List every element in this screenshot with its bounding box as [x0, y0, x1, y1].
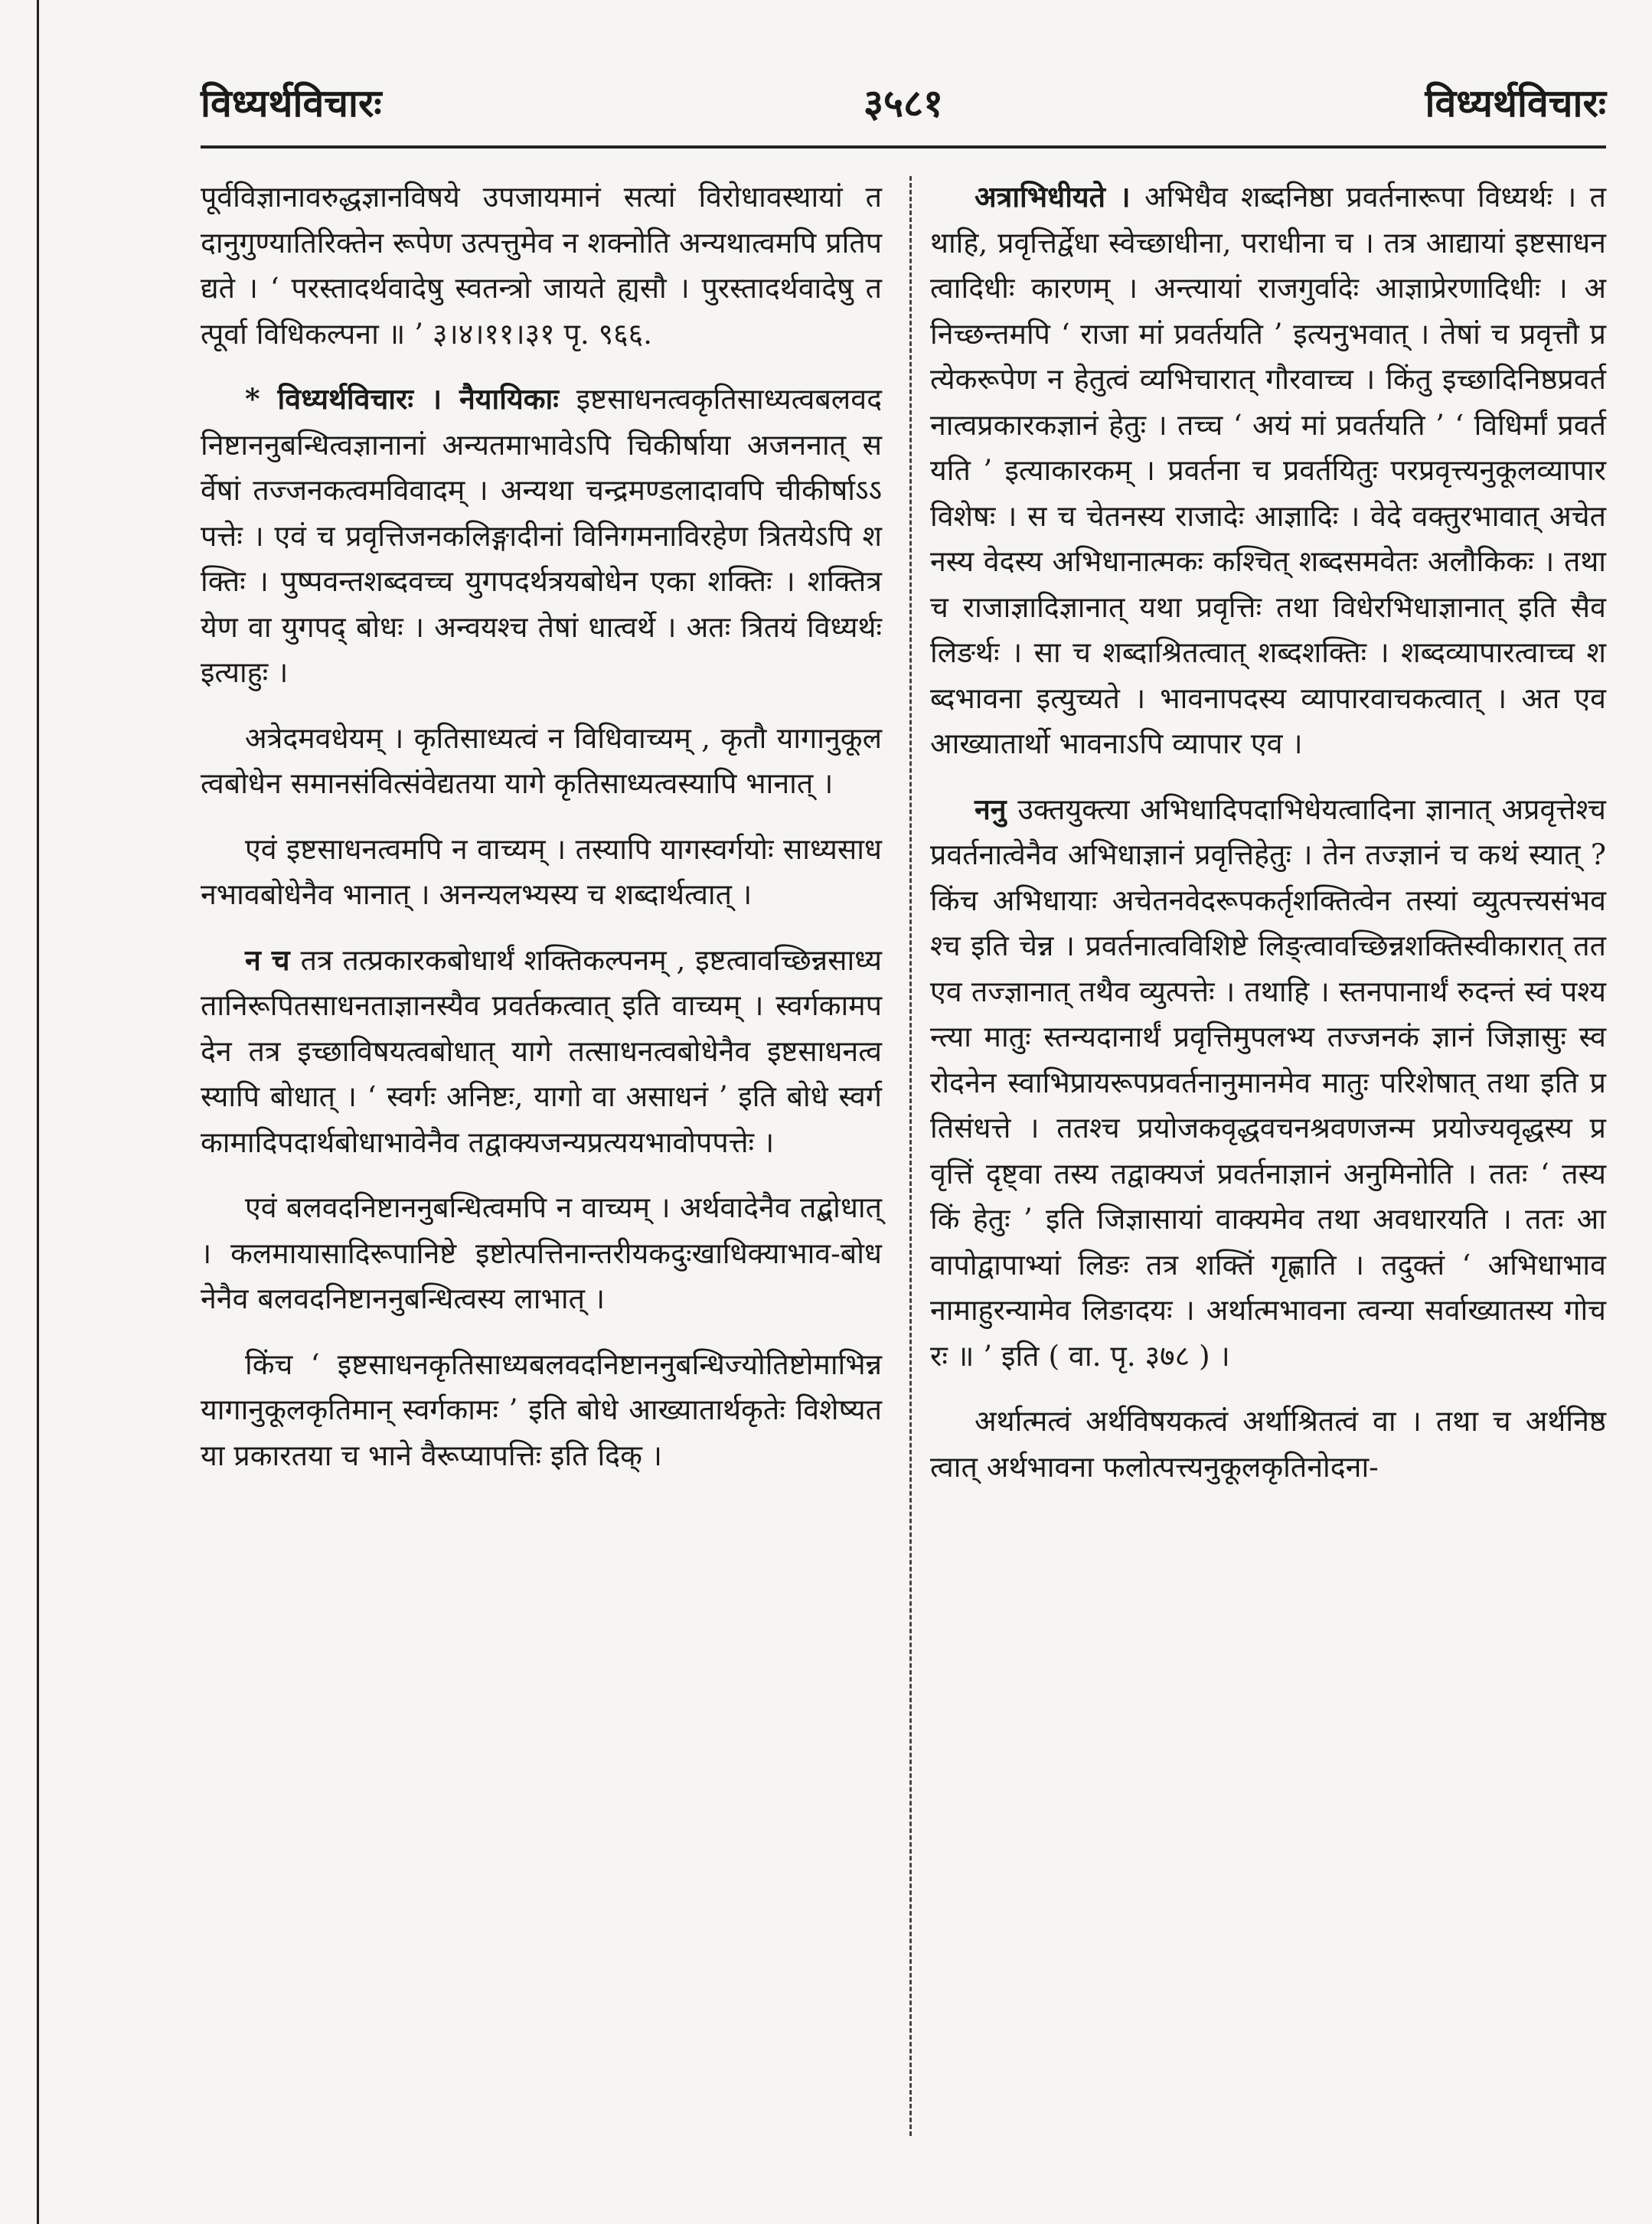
right-column	[930, 175, 1606, 1510]
paragraph	[201, 1342, 882, 1479]
left-column	[201, 175, 882, 1498]
running-header	[201, 69, 1606, 138]
column-divider	[909, 176, 912, 2136]
paragraph-lead: ननु	[975, 792, 1007, 826]
header-title-left: विध्यर्थविचारः	[201, 80, 382, 126]
paragraph-text: अर्थात्मत्वं अर्थविषयकत्वं अर्थाश्रितत्वं वा । तथा च अर्थनिष्ठत्वात् अर्थभावना फलोत्पत्त्यनुकूलकृतिनोदना-	[930, 1404, 1606, 1484]
paragraph-text: किंच ‘ इष्टसाधनकृतिसाध्यबलवदनिष्टाननुबन्धिज्योतिष्टोमाभिन्नयागानुकूलकृतिमान् स्वर्गकामः ’ इति बोधे आख्यातार्थकृतेः विशेष्यतया प्रकारतया च भाने वैरूप्यापत्तिः इति दिक् ।	[201, 1347, 882, 1472]
paragraph	[930, 1399, 1606, 1490]
paragraph	[201, 827, 882, 918]
paragraph	[930, 787, 1606, 1380]
paragraph-text: इष्टसाधनत्वकृतिसाध्यत्वबलवदनिष्टाननुबन्धित्वज्ञानानां अन्यतमाभावेऽपि चिकीर्षाया अजननात् सर्वेषां तज्जनकत्वमविवादम् । अन्यथा चन्द्रमण्डलादावपि चीकीर्षाऽऽपत्तेः । एवं च प्रवृत्तिजनकलिङ्गादीनां विनिगमनाविरहेण त्रितयेऽपि शक्तिः । पुष्पवन्तशब्दवच्च युगपदर्थत्रयबोधेन एका शक्तिः । शक्तित्रयेण वा युगपद् बोधः । अन्वयश्च तेषां धात्वर्थे । अतः त्रितयं विध्यर्थः इत्याहुः ।	[201, 382, 882, 689]
paragraph-lead: अत्राभिधीयते ।	[975, 180, 1131, 214]
paragraph	[201, 716, 882, 807]
header-rule	[201, 145, 1606, 149]
paragraph-text: एवं इष्टसाधनत्वमपि न वाच्यम् । तस्यापि यागस्वर्गयोः साध्यसाधनभावबोधेनैव भानात् । अनन्यलभ्यस्य च शब्दार्थत्वात् ।	[201, 831, 882, 911]
page-edge-line	[37, 0, 39, 2224]
paragraph	[201, 377, 882, 696]
paragraph-lead: * विध्यर्थविचारः । नैयायिकाः	[245, 382, 559, 416]
paragraph	[930, 175, 1606, 767]
paragraph-text: एवं बलवदनिष्टाननुबन्धित्वमपि न वाच्यम् । अर्थवादेनैव तद्बोधात् । कलमायासादिरूपानिष्टे इष्टोत्पत्तिनान्तरीयकदुःखाधिक्याभाव-बोधनेनैव बलवदनिष्टाननुबन्धित्वस्य लाभात् ।	[201, 1190, 882, 1315]
paragraph-text: पूर्वविज्ञानावरुद्धज्ञानविषये उपजायमानं सत्यां विरोधावस्थायां तदानुगुण्यातिरिक्तेन रूपेण उत्पत्तुमेव न शक्नोति अन्यथात्वमपि प्रतिपद्यते । ‘ परस्तादर्थवादेषु स्वतन्त्रो जायते ह्यसौ । पुरस्तादर्थवादेषु तत्पूर्वा विधिकल्पना ॥ ’ ३।४।११।३१ पृ. ९६६.	[201, 180, 882, 351]
page-number: ३५८१	[864, 80, 943, 126]
paragraph	[201, 938, 882, 1166]
paragraph	[201, 175, 882, 357]
paragraph-text: तत्र तत्प्रकारकबोधार्थं शक्तिकल्पनम् , इष्टत्वावच्छिन्नसाध्यतानिरूपितसाधनताज्ञानस्यैव प्रवर्तकत्वात् इति वाच्यम् । स्वर्गकामपदेन तत्र इच्छाविषयत्वबोधात् यागे तत्साधनत्वबोधेनैव इष्टसाधनत्वस्यापि बोधात् । ‘ स्वर्गः अनिष्टः, यागो वा असाधनं ’ इति बोधे स्वर्गकामादिपदार्थबोधाभावेनैव तद्वाक्यजन्यप्रत्ययभावोपपत्तेः ।	[201, 942, 883, 1159]
paragraph-text: अभिधैव शब्दनिष्ठा प्रवर्तनारूपा विध्यर्थः । तथाहि, प्रवृत्तिर्द्वेधा स्वेच्छाधीना, पराधीना च । तत्र आद्यायां इष्टसाधनत्वादिधीः कारणम् । अन्त्यायां राजगुर्वादेः आज्ञाप्रेरणादिधीः । अनिच्छन्तमपि ‘ राजा मां प्रवर्तयति ’ इत्यनुभवात् । तेषां च प्रवृत्तौ प्रत्येकरूपेण न हेतुत्वं व्यभिचारात् गौरवाच्च । किंतु इच्छादिनिष्ठप्रवर्तनात्वप्रकारकज्ञानं हेतुः । तच्च ‘ अयं मां प्रवर्तयति ’ ‘ विधिर्मां प्रवर्तयति ’ इत्याकारकम् । प्रवर्तना च प्रवर्तयितुः परप्रवृत्त्यनुकूलव्यापारविशेषः । स च चेतनस्य राजादेः आज्ञादिः । वेदे वक्तुरभावात् अचेतनस्य वेदस्य अभिधानात्मकः कश्चित् शब्दसमवेतः अलौकिकः । तथा च राजाज्ञादिज्ञानात् यथा प्रवृत्तिः तथा विधेरभिधाज्ञानात् इति सैव लिङर्थः । सा च शब्दाश्रितत्वात् शब्दशक्तिः । शब्दव्यापारत्वाच्च शब्दभावना इत्युच्यते । भावनापदस्य व्यापारवाचकत्वात् । अत एव आख्यातार्थो भावनाऽपि व्यापार एव ।	[930, 180, 1606, 760]
paragraph-text: अत्रेदमवधेयम् । कृतिसाध्यत्वं न विधिवाच्यम् , कृतौ यागानुकूलत्वबोधेन समानसंवित्संवेद्यतया यागे कृतिसाध्यत्वस्यापि भानात् ।	[201, 720, 882, 800]
paragraph-text: उक्तयुक्त्या अभिधादिपदाभिधेयत्वादिना ज्ञानात् अप्रवृत्तेश्च प्रवर्तनात्वेनैव अभिधाज्ञानं प्रवृत्तिहेतुः । तेन तज्ज्ञानं च कथं स्यात् ? किंच अभिधायाः अचेतनवेदरूपकर्तृशक्तित्वेन तस्यां व्युत्पत्त्यसंभवश्च इति चेन्न । प्रवर्तनात्वविशिष्टे लिङ्त्वावच्छिन्नशक्तिस्वीकारात् तत एव तज्ज्ञानात् तथैव व्युत्पत्तेः । तथाहि । स्तनपानार्थं रुदन्तं स्वं पश्यन्त्या मातुः स्तन्यदानार्थं प्रवृत्तिमुपलभ्य तज्जनकं ज्ञानं जिज्ञासुः स्वरोदनेन स्वाभिप्रायरूपप्रवर्तनानुमानमेव मातुः परिशेषात् तथा इति प्रतिसंधत्ते । ततश्च प्रयोजकवृद्धवचनश्रवणजन्म प्रयोज्यवृद्धस्य प्रवृत्तिं दृष्ट्वा तस्य तद्वाक्यजं प्रवर्तनाज्ञानं अनुमिनोति । ततः ‘ तस्य किं हेतुः ’ इति जिज्ञासायां वाक्यमेव तथा अवधारयति । ततः आवापोद्वापाभ्यां लिङः तत्र शक्तिं गृह्णाति । तदुक्तं ‘ अभिधाभावनामाहुरन्यामेव लिङादयः । अर्थात्मभावना त्वन्या सर्वाख्यातस्य गोचरः ॥ ’ इति ( वा. पृ. ३७८ ) ।	[930, 792, 1606, 1373]
header-title-right: विध्यर्थविचारः	[1425, 80, 1606, 126]
paragraph-lead: न च	[245, 942, 290, 977]
paragraph	[201, 1185, 882, 1322]
